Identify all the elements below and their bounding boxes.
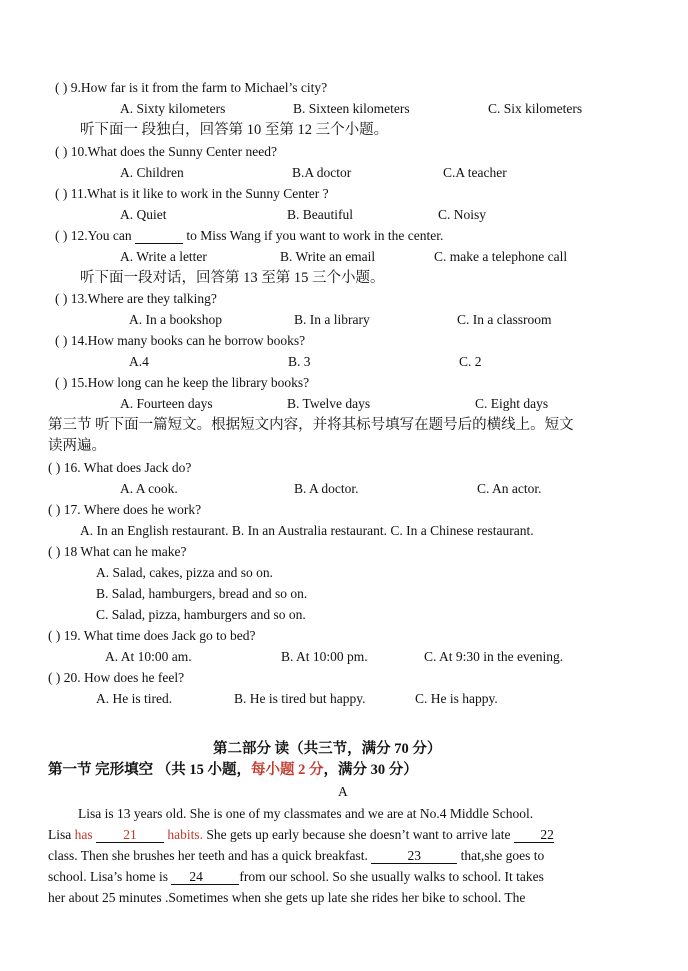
question-16-stem: ( ) 16. What does Jack do? [48, 460, 192, 475]
question-15-option-b: B. Twelve days [287, 396, 371, 411]
question-16-option-b: B. A doctor. [294, 481, 359, 496]
question-15-option-a: A. Fourteen days [120, 396, 213, 411]
question-19-option-a: A. At 10:00 am. [105, 649, 192, 664]
passage-line-4 [48, 866, 640, 887]
passage-line-2 [48, 824, 640, 845]
question-13-option-a: A. In a bookshop [129, 312, 222, 327]
blank-23: 23 [371, 849, 457, 864]
question-12-stem-end: to Miss Wang if you want to work in the center. [183, 228, 444, 243]
passage-text: She gets up early because she doesn’t want to arrive late [203, 827, 514, 842]
passage-line-5: her about 25 minutes .Sometimes when she gets up late she rides her bike to school. The [48, 890, 526, 905]
question-13-option-c: C. In a classroom [457, 312, 552, 327]
question-20-option-c: C. He is happy. [415, 691, 498, 706]
question-16-option-a: A. A cook. [120, 481, 178, 496]
section-3-instruction-line-2: 读两遍。 [48, 438, 106, 454]
question-10-option-b: B.A doctor [292, 165, 352, 180]
question-14-option-b: B. 3 [288, 354, 311, 369]
passage-highlight: has [74, 827, 93, 842]
section-3-instruction-line-1: 第三节 听下面一篇短文。根据短文内容，并将其标号填写在题号后的横线上。短文 [48, 417, 574, 433]
question-12-stem-start: ( ) 12.You can [55, 228, 135, 243]
question-9-stem: ( ) 9.How far is it from the farm to Michael’s city? [55, 80, 328, 95]
passage-label: A [338, 784, 348, 799]
question-19-option-c: C. At 9:30 in the evening. [424, 649, 564, 664]
question-18-option-a: A. Salad, cakes, pizza and so on. [96, 565, 273, 580]
question-13-stem: ( ) 13.Where are they talking? [55, 291, 217, 306]
question-13-option-b: B. In a library [294, 312, 370, 327]
passage-text: class. Then she brushes her teeth and has a quick breakfast. [48, 848, 372, 863]
part-2-heading: 第二部分 读（共三节，满分 70 分） [213, 741, 442, 757]
passage-line-1: Lisa is 13 years old. She is one of my classmates and we are at No.4 Middle School. [78, 806, 534, 821]
passage-text: from our school. So she usually walks to school. It takes [239, 869, 544, 884]
blank-22: 22 [514, 828, 554, 843]
blank-21: 21 [96, 828, 164, 843]
passage-text: that,she goes to [457, 848, 545, 863]
question-16-option-c: C. An actor. [477, 481, 542, 496]
passage-line-3 [48, 845, 640, 866]
question-15-stem: ( ) 15.How long can he keep the library books? [55, 375, 310, 390]
cloze-heading-points: 每小题 2 分 [251, 762, 324, 778]
passage-text: Lisa [48, 827, 75, 842]
instruction-monologue: 听下面一 段独白，回答第 10 至第 12 三个小题。 [80, 122, 389, 138]
question-12-blank [135, 229, 183, 244]
cloze-heading-start: 第一节 完形填空 （共 15 小题， [48, 762, 251, 778]
question-18-option-c: C. Salad, pizza, hamburgers and so on. [96, 607, 306, 622]
question-18-stem: ( ) 18 What can he make? [48, 544, 187, 559]
question-12-option-a: A. Write a letter [120, 249, 207, 264]
question-12-stem [55, 227, 443, 245]
question-10-option-a: A. Children [120, 165, 184, 180]
question-11-stem: ( ) 11.What is it like to work in the Sunny Center ? [55, 186, 329, 201]
question-11-option-b: B. Beautiful [287, 207, 353, 222]
cloze-heading-end: ，满分 30 分） [323, 762, 418, 778]
question-10-option-c: C.A teacher [443, 165, 507, 180]
instruction-dialogue: 听下面一段对话，回答第 13 至第 15 三个小题。 [80, 270, 385, 286]
question-12-option-b: B. Write an email [280, 249, 376, 264]
question-17-options: A. In an English restaurant. B. In an Australia restaurant. C. In a Chinese restaurant. [80, 523, 534, 538]
question-19-stem: ( ) 19. What time does Jack go to bed? [48, 628, 256, 643]
question-9-option-b: B. Sixteen kilometers [293, 101, 410, 116]
question-11-option-c: C. Noisy [438, 207, 487, 222]
cloze-section-heading [48, 761, 418, 779]
question-12-option-c: C. make a telephone call [434, 249, 568, 264]
question-20-option-b: B. He is tired but happy. [234, 691, 366, 706]
question-14-option-c: C. 2 [459, 354, 482, 369]
question-18-option-b: B. Salad, hamburgers, bread and so on. [96, 586, 308, 601]
question-15-option-c: C. Eight days [475, 396, 549, 411]
question-9-option-c: C. Six kilometers [488, 101, 583, 116]
question-20-stem: ( ) 20. How does he feel? [48, 670, 185, 685]
question-17-stem: ( ) 17. Where does he work? [48, 502, 202, 517]
question-9-option-a: A. Sixty kilometers [120, 101, 226, 116]
question-10-stem: ( ) 10.What does the Sunny Center need? [55, 144, 277, 159]
question-14-option-a: A.4 [129, 354, 149, 369]
question-19-option-b: B. At 10:00 pm. [281, 649, 368, 664]
question-14-stem: ( ) 14.How many books can he borrow books? [55, 333, 306, 348]
passage-text: school. Lisa’s home is [48, 869, 172, 884]
question-11-option-a: A. Quiet [120, 207, 167, 222]
passage-highlight: habits. [167, 827, 203, 842]
question-20-option-a: A. He is tired. [96, 691, 173, 706]
blank-24: 24 [171, 870, 239, 885]
